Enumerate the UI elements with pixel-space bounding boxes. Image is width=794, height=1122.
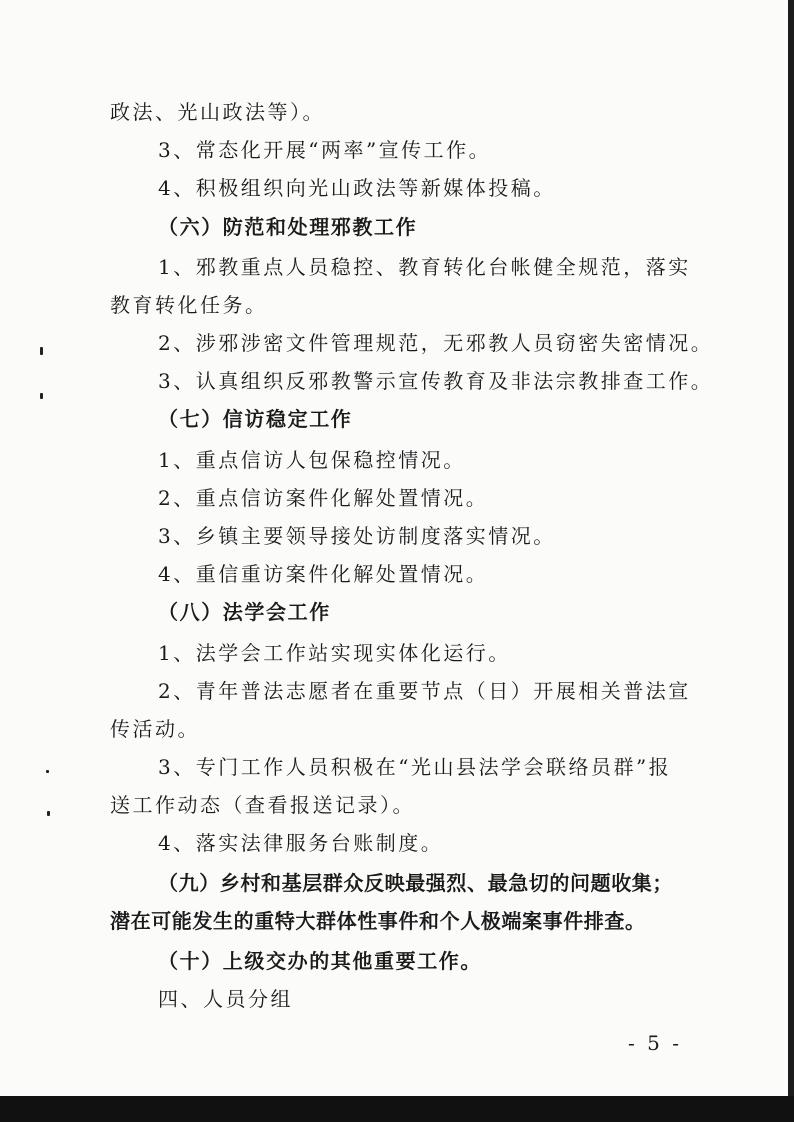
body-line: 送工作动态（查看报送记录）。: [110, 793, 415, 817]
body-line: 4、重信重访案件化解处置情况。: [158, 562, 489, 586]
body-line: 1、邪教重点人员稳控、教育转化台帐健全规范，落实: [158, 255, 691, 279]
body-line: 传活动。: [110, 717, 200, 741]
major-heading: 四、人员分组: [158, 987, 293, 1011]
section-heading: 潜在可能发生的重特大群体性事件和个人极端案事件排查。: [110, 909, 646, 933]
scan-speck: [40, 347, 43, 355]
scan-edge-bottom: [0, 1096, 794, 1122]
section-heading: （八）法学会工作: [158, 600, 331, 624]
page-number: - 5 -: [628, 1031, 682, 1055]
body-line: 政法、光山政法等）。: [110, 100, 325, 124]
section-heading: （十）上级交办的其他重要工作。: [158, 949, 482, 973]
body-line: 2、重点信访案件化解处置情况。: [158, 486, 489, 510]
body-line: 3、认真组织反邪教警示宣传教育及非法宗教排查工作。: [158, 369, 714, 393]
body-line: 2、涉邪涉密文件管理规范，无邪教人员窃密失密情况。: [158, 331, 714, 355]
body-line: 4、落实法律服务台账制度。: [158, 831, 444, 855]
scan-speck: [46, 770, 49, 773]
section-heading: （七）信访稳定工作: [158, 407, 353, 431]
body-line: 1、重点信访人包保稳控情况。: [158, 448, 466, 472]
body-line: 1、法学会工作站实现实体化运行。: [158, 641, 511, 665]
section-heading: （六）防范和处理邪教工作: [158, 215, 418, 239]
scan-speck: [40, 393, 43, 399]
scan-edge-right: [788, 0, 794, 1096]
body-line: 4、积极组织向光山政法等新媒体投稿。: [158, 176, 556, 200]
scan-speck: [47, 811, 50, 816]
body-line: 3、专门工作人员积极在“光山县法学会联络员群”报: [158, 755, 672, 779]
body-line: 2、青年普法志愿者在重要节点（日）开展相关普法宣: [158, 679, 691, 703]
body-line: 教育转化任务。: [110, 293, 268, 317]
body-line: 3、常态化开展“两率”宣传工作。: [158, 138, 492, 162]
section-heading: （九）乡村和基层群众反映最强烈、最急切的问题收集；: [158, 871, 673, 895]
body-line: 3、乡镇主要领导接处访制度落实情况。: [158, 524, 556, 548]
